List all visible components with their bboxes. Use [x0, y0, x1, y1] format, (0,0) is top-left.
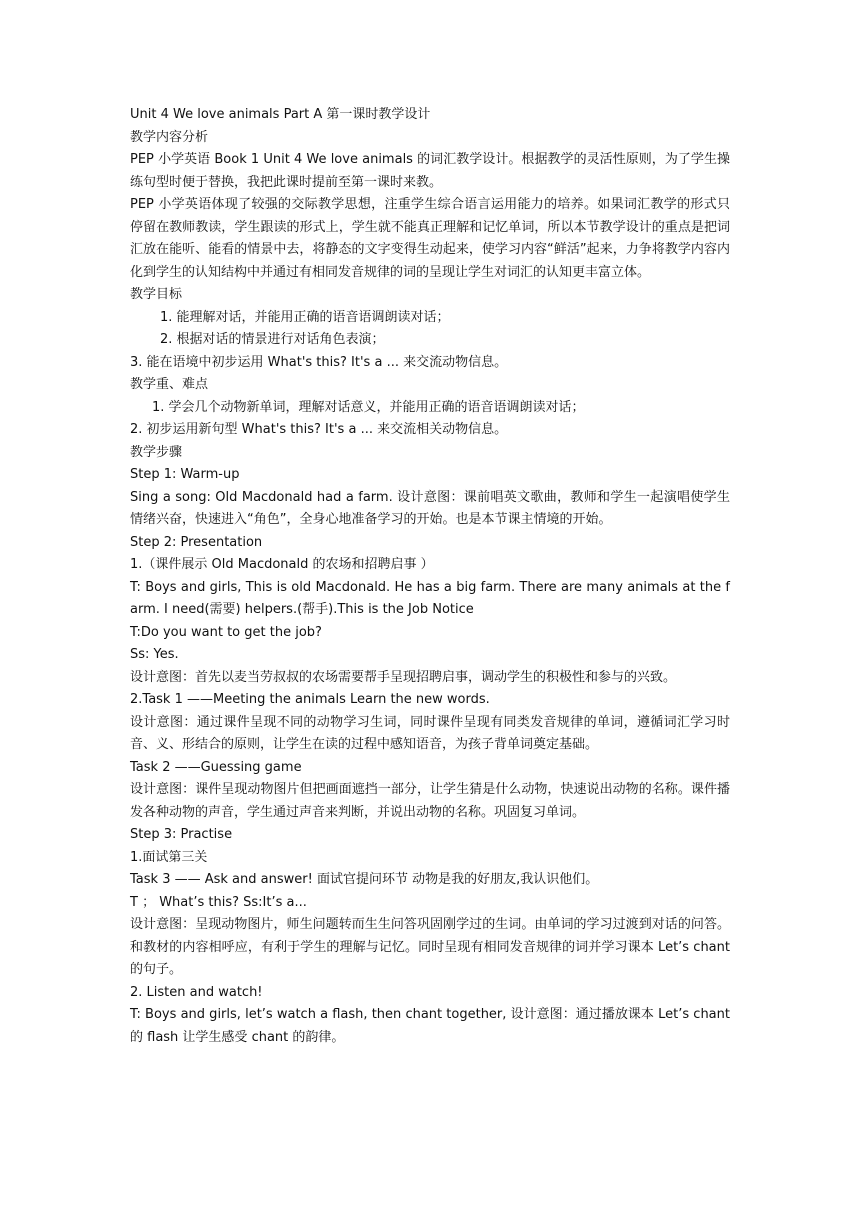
- step-heading: Step 1: Warm-up: [130, 467, 240, 482]
- section-heading-content: 教学内容分析: [130, 129, 209, 145]
- section-heading-goals: 教学目标: [130, 287, 183, 302]
- paragraph: PEP 小学英语体现了较强的交际教学思想，注重学生综合语言运用能力的培养。如果词汇教学的形式只停留在教师教读，学生跟读的形式上，学生就不能真正理解和记忆单词，所以本节教学设计的重点是把词汇放在能听、能看的情景中去，将静态的文字变得生动起来，使学习内容“鲜活”起来，力争将教学内容内化到学生的认知结构中并通过有相同发音规律的词的呈现让学生对词汇的认知更丰富立体。: [130, 197, 730, 280]
- paragraph: 1.面试第三关: [130, 849, 208, 865]
- document-page: [130, 104, 730, 1049]
- section-heading-steps: 教学步骤: [130, 444, 183, 460]
- paragraph: Sing a song: Old Macdonald had a farm. 设计意图：课前唱英文歌曲，教师和学生一起演唱使学生情绪兴奋，快速进入“角色”，全身心地准备学习的开始。也是本节课主情境的开始。: [130, 489, 730, 527]
- list-item: 1. 学会几个动物新单词，理解对话意义，并能用正确的语音语调朗读对话；: [152, 399, 585, 415]
- task-heading: Task 3 —— Ask and answer! 面试官提问环节 动物是我的好朋友,我认识他们。: [130, 872, 599, 887]
- paragraph: 设计意图：通过课件呈现不同的动物学习生词，同时课件呈现有同类发音规律的单词，遵循词汇学习时音、义、形结合的原则，让学生在读的过程中感知语音，为孩子背单词奠定基础。: [130, 714, 730, 752]
- paragraph: PEP 小学英语 Book 1 Unit 4 We love animals 的词汇教学设计。根据教学的灵活性原则，为了学生操练句型时便于替换，我把此课时提前至第一课时来教。: [130, 152, 730, 190]
- paragraph: T: Boys and girls, let’s watch a flash, then chant together, 设计意图：通过播放课本 Let’s chant 的 flash 让学生感受 chant 的韵律。: [130, 1007, 730, 1045]
- paragraph: 1.（课件展示 Old Macdonald 的农场和招聘启事 ）: [130, 557, 434, 572]
- step-heading: Step 3: Practise: [130, 827, 233, 842]
- step-heading: Step 2: Presentation: [130, 534, 263, 550]
- paragraph: 2. Listen and watch!: [130, 984, 263, 1000]
- paragraph: T: Boys and girls, This is old Macdonald. He has a big farm. There are many animals at the farm. I need(需要) helpers.(帮手).This is the Job Notice: [130, 579, 730, 617]
- paragraph: T:Do you want to get the job?: [130, 624, 322, 640]
- task-heading: 2.Task 1 ——Meeting the animals Learn the new words.: [130, 692, 490, 707]
- section-heading-key-points: 教学重、难点: [130, 377, 209, 392]
- paragraph: T ； What’s this? Ss:It’s a...: [130, 894, 307, 910]
- list-item: 2. 根据对话的情景进行对话角色表演；: [160, 332, 385, 347]
- paragraph: Ss: Yes.: [130, 647, 179, 662]
- list-item: 1. 能理解对话，并能用正确的语音语调朗读对话；: [160, 309, 450, 325]
- doc-title: Unit 4 We love animals Part A 第一课时教学设计: [130, 107, 431, 122]
- task-heading: Task 2 ——Guessing game: [130, 759, 302, 775]
- paragraph: 设计意图：首先以麦当劳叔叔的农场需要帮手呈现招聘启事，调动学生的积极性和参与的兴致。: [130, 669, 677, 685]
- list-item: 2. 初步运用新句型 What's this? It's a ... 来交流相关动物信息。: [130, 422, 508, 437]
- paragraph: 设计意图：呈现动物图片，师生问题转而生生问答巩固刚学过的生词。由单词的学习过渡到对话的问答。和教材的内容相呼应，有利于学生的理解与记忆。同时呈现有相同发音规律的词并学习课本 Let’s chant 的句子。: [130, 917, 730, 977]
- paragraph: 设计意图：课件呈现动物图片但把画面遮挡一部分，让学生猜是什么动物，快速说出动物的名称。课件播发各种动物的声音，学生通过声音来判断，并说出动物的名称。巩固复习单词。: [130, 782, 730, 820]
- list-item: 3. 能在语境中初步运用 What's this? It's a ... 来交流动物信息。: [130, 354, 508, 370]
